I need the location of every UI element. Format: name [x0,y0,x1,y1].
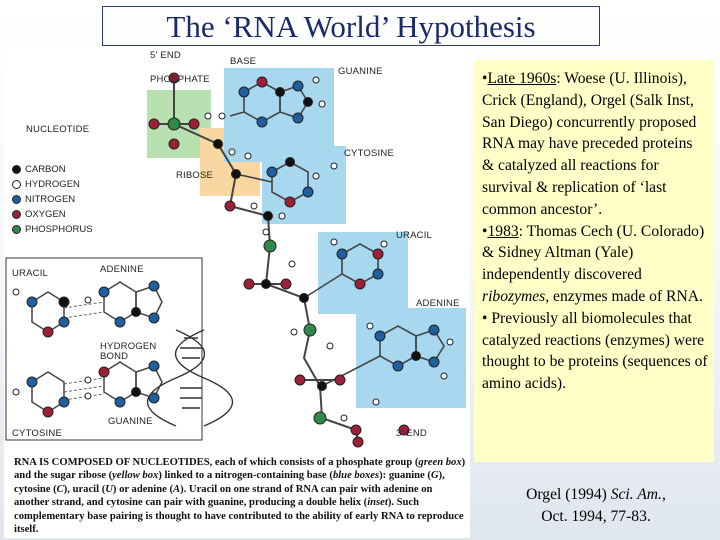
legend-carbon: CARBON [12,164,66,175]
base-label: BASE [230,56,257,67]
nitrogen-swatch [12,195,21,204]
bullet-1: •Late 1960s: Woese (U. Illinois), Crick (England), Orgel (Salk Inst, San Diego) concurrently proposed RNA may have preceded proteins & catalyzed all reactions for survival & replication of ‘last common ancestor’. [482,70,697,218]
five-end-label: 5' END [150,50,181,61]
reference: Orgel (1994) Sci. Am., Oct. 1994, 77-83. [526,486,666,525]
cytosine-label: CYTOSINE [344,148,394,159]
legend-phosphorus: PHOSPHORUS [12,224,93,235]
inset-guanine-label: GUANINE [108,416,153,427]
uracil-label: URACIL [396,230,433,241]
legend-nitrogen: NITROGEN [12,194,75,205]
slide-title: The ‘RNA World’ Hypothesis [166,9,536,44]
guanine-label: GUANINE [338,66,383,77]
three-end-label: 3' END [396,428,427,439]
carbon-swatch [12,165,21,174]
nucleotide-label: NUCLEOTIDE [26,124,90,135]
phosphate-label: PHOSPHATE [150,74,210,85]
adenine-label: ADENINE [416,298,460,309]
figure-caption: RNA IS COMPOSED OF NUCLEOTIDES, each of which consists of a phosphate group (green box) and the sugar ribose (yellow box) linked to a nitrogen-containing base (blue boxes): guanine (G), cytosine (C), uracil (U) or adenine (A). Uracil on one strand of RNA can pair with adenine on another strand, and cytosine can pair with guanine, producing a double helix (inset). Such complementary base pairing is thought to have contributed to the ability of early RNA to reproduce itself. [14,457,466,536]
legend-hydrogen: HYDROGEN [12,179,80,190]
inset-adenine-label: ADENINE [100,264,144,275]
text-panel [474,60,714,462]
cytosine-box [262,146,346,224]
bullet-2: •1983: Thomas Cech (U. Colorado) & Sidney Altman (Yale) independently discovered ribozymes, enzymes made of RNA. [482,222,705,305]
phosphorus-swatch [12,225,21,234]
rna-figure [4,46,470,538]
title-box [102,6,600,46]
oxygen-swatch [12,210,21,219]
ribose-label: RIBOSE [176,170,214,181]
hydrogen-swatch [12,180,21,189]
inset-uracil-label: URACIL [12,268,49,279]
legend-oxygen: OXYGEN [12,209,66,220]
inset-hydrogen-bond-label: HYDROGEN BOND [100,341,157,362]
bullet-3: • Previously all biomolecules that catalyzed reactions (enzymes) were thought to be proteins (sequences of amino acids). [482,309,708,393]
inset-cytosine-label: CYTOSINE [12,428,62,439]
